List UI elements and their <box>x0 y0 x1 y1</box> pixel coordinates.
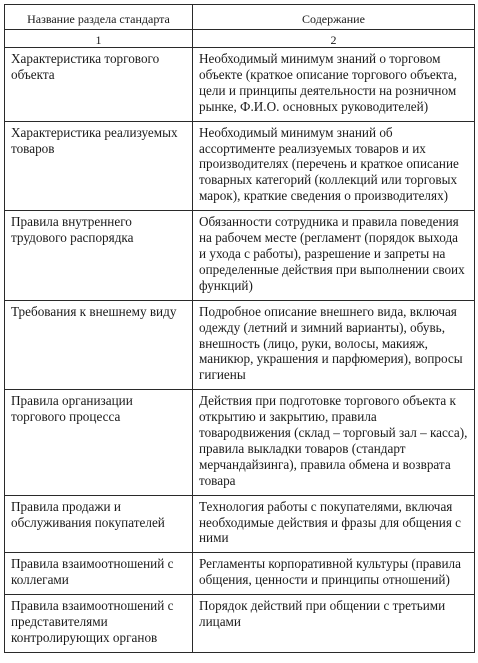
table-row <box>5 390 475 495</box>
column-number-2: 2 <box>193 30 475 48</box>
content-cell <box>193 495 475 553</box>
section-content: Технология работы с покупателями, включая необходимые действия и фразы для общения с ними <box>199 498 462 546</box>
column-number-1: 1 <box>5 30 193 48</box>
section-content: Регламенты корпоративной культуры (правила общения, ценности и принципы отношений) <box>199 556 461 588</box>
header-section-name: Название раздела стандарта <box>5 5 193 30</box>
content-cell <box>193 300 475 390</box>
table-row <box>5 595 475 653</box>
section-name-cell <box>5 495 193 553</box>
section-name-cell <box>5 300 193 390</box>
table-row <box>5 48 475 122</box>
section-name: Правила взаимоотношений с коллегами <box>11 556 174 588</box>
section-name-cell <box>5 211 193 301</box>
section-name-cell <box>5 595 193 653</box>
column-number-row <box>5 30 475 48</box>
table-header <box>5 5 475 30</box>
content-cell <box>193 595 475 653</box>
section-name: Характеристика реализуемых товаров <box>11 124 178 156</box>
header-row <box>5 5 475 30</box>
section-name: Правила внутреннего трудового распорядка <box>11 214 134 246</box>
standard-sections-table <box>4 4 475 653</box>
section-name: Требования к внешнему виду <box>11 303 177 319</box>
content-cell <box>193 553 475 595</box>
section-name: Правила продажи и обслуживания покупателей <box>11 498 165 530</box>
section-name: Характеристика торгового объекта <box>11 51 160 82</box>
table-row <box>5 300 475 390</box>
content-cell <box>193 121 475 211</box>
table-row <box>5 495 475 553</box>
content-cell <box>193 48 475 122</box>
table-body <box>5 30 475 653</box>
section-content: Необходимый минимум знаний об ассортименте реализуемых товаров и их производителях (перечень и краткое описание товарных категорий (коллекций или торговых марок), краткие сведения о производителях) <box>199 124 459 204</box>
section-name-cell <box>5 121 193 211</box>
section-content: Порядок действий при общении с третьими лицами <box>199 598 446 630</box>
section-name: Правила взаимоотношений с представителями контролирующих органов <box>11 598 174 645</box>
table-row <box>5 553 475 595</box>
section-content: Обязанности сотрудника и правила поведения на рабочем месте (регламент (порядок выхода и ухода с работы), разрешение и запреты на определенные действия при выполнении своих функций) <box>199 214 465 293</box>
section-content: Подробное описание внешнего вида, включая одежду (летний и зимний варианты), обувь, внешность (лицо, руки, волосы, макияж, маникюр, украшения и парфюмерия), вопросы гигиены <box>199 303 463 383</box>
section-content: Необходимый минимум знаний о торговом объекте (краткое описание торгового объекта, цели и принципы деятельности на розничном рынке, Ф.И.О. основных руководителей) <box>199 51 458 114</box>
section-name-cell <box>5 390 193 495</box>
table-row <box>5 121 475 211</box>
header-content: Содержание <box>193 5 475 30</box>
content-cell <box>193 390 475 495</box>
table-row <box>5 211 475 301</box>
section-name: Правила организации торгового процесса <box>11 393 133 425</box>
section-content: Действия при подготовке торгового объекта к открытию и закрытию, правила товародвижения (склад – торговый зал – касса), правила выкладки товаров (стандарт мерчандайзинга), правила обмена и возврата товара <box>199 393 468 488</box>
section-name-cell <box>5 553 193 595</box>
section-name-cell <box>5 48 193 122</box>
content-cell <box>193 211 475 301</box>
